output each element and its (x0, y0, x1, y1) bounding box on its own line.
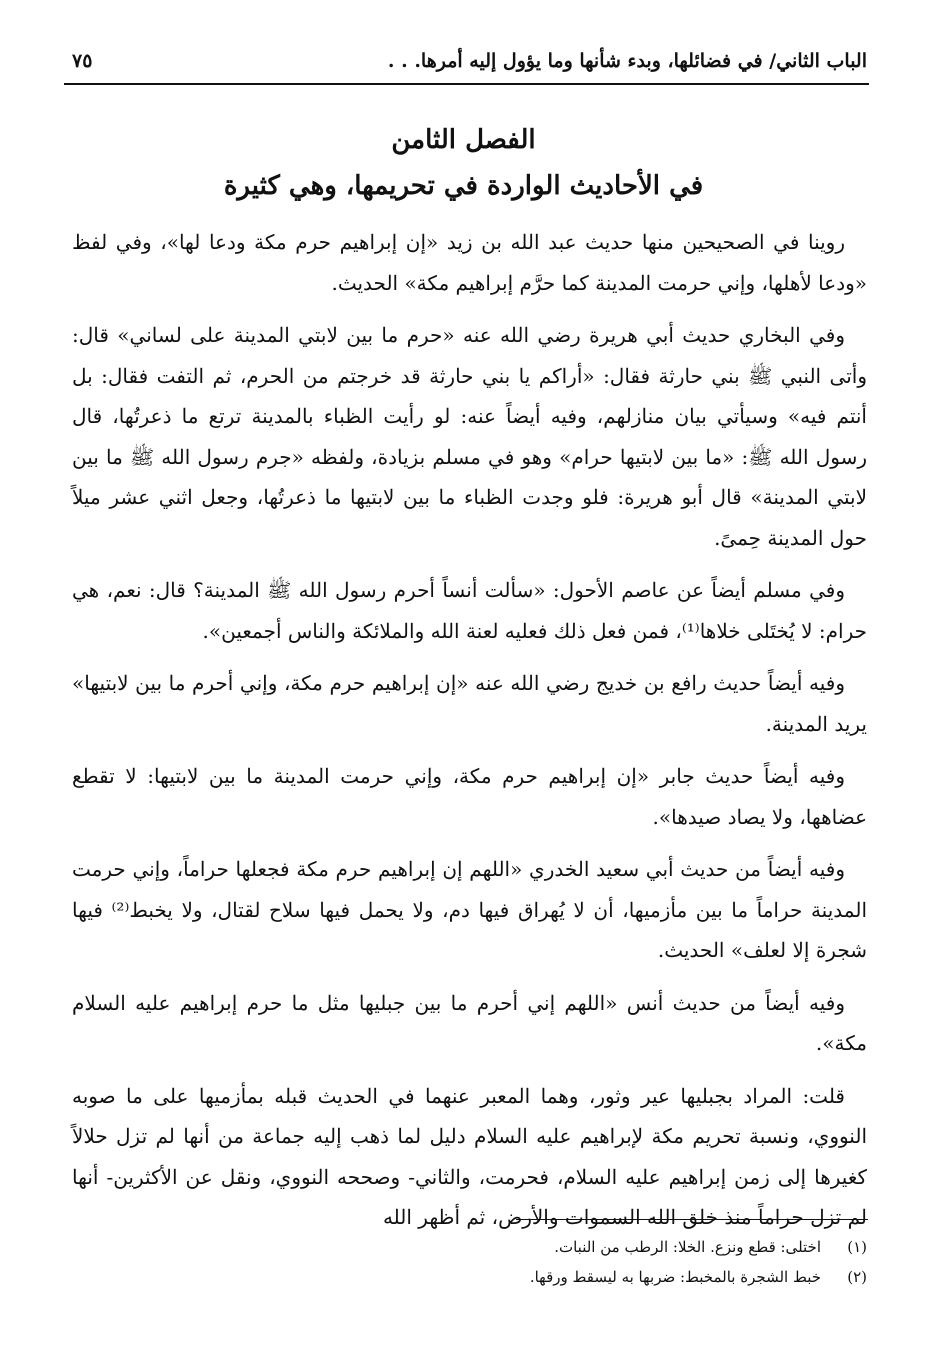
section-subtitle: في الأحاديث الواردة في تحريمها، وهي كثيرة (223, 171, 704, 201)
footnote-number: (١) (847, 1238, 867, 1256)
paragraph: وفيه أيضاً من حديث أبي سعيد الخدري «اللهم إن إبراهيم حرم مكة فجعلها حراماً، وإني حرمت المدينة حراماً ما بين مأزميها، أن لا يُهراق فيها دم، ولا يحمل فيها سلاح لقتال، ولا يخبط⁽²⁾ فيها شجرة إلا لعلف» الحديث. (72, 857, 867, 962)
footnote-number: (٢) (847, 1268, 867, 1286)
footnote (72, 1232, 867, 1262)
body-text (72, 222, 867, 1250)
header-rule (64, 83, 869, 85)
footnote-rule (516, 1219, 868, 1220)
paragraph: وفي مسلم أيضاً عن عاصم الأحول: «سألت أنساً أحرم رسول الله ﷺ المدينة؟ قال: نعم، هي حرام: لا يُختَلى خلاها⁽¹⁾، فمن فعل ذلك فعليه لعنة الله والملائكة والناس أجمعين». (72, 578, 867, 643)
footnotes (72, 1232, 867, 1292)
footnote (72, 1262, 867, 1292)
paragraph: وفيه أيضاً حديث رافع بن خديج رضي الله عنه «إن إبراهيم حرم مكة، وإني أحرم ما بين لابتيها» يريد المدينة. (72, 671, 867, 736)
section-title: الفصل الثامن (391, 125, 536, 155)
paragraph: قلت: المراد بجبليها عير وثور، وهما المعبر عنهما في الحديث قبله بمأزميها على ما صوبه النووي، ونسبة تحريم مكة لإبراهيم عليه السلام دليل لما ذهب إليه جماعة من أنها لم تزل حلالاً كغيرها إلى زمن إبراهيم عليه السلام، فحرمت، والثاني- وصححه النووي، ونقل عن الأكثرين- أنها لم تزل حراماً منذ خلق الله السموات والأرض، ثم أظهر الله (72, 1083, 867, 1229)
footnote-text: اختلى: قطع ونزع. الخلا: الرطب من النبات. (554, 1238, 821, 1256)
paragraph: وفي البخاري حديث أبي هريرة رضي الله عنه «حرم ما بين لابتي المدينة على لساني» قال: وأتى النبي ﷺ بني حارثة فقال: «أراكم يا بني حارثة قد خرجتم من الحرم، ثم التفت فقال: بل أنتم فيه» وسيأتي بيان منازلهم، وفيه أيضاً عنه: لو رأيت الظباء بالمدينة ترتع ما ذعرتُها، قال رسول الله ﷺ: «ما بين لابتيها حرام» وهو في مسلم بزيادة، ولفظه «جرم رسول الله ﷺ ما بين لابتي المدينة» قال أبو هريرة: فلو وجدت الظباء ما بين لابتيها ما ذعرتُها، وجعل اثني عشر ميلاً حول المدينة حِمىً. (72, 323, 868, 550)
paragraph: وفيه أيضاً حديث جابر «إن إبراهيم حرم مكة، وإني حرمت المدينة ما بين لابتيها: لا تقطع عضاهها، ولا يصاد صيدها». (72, 764, 867, 829)
paragraph: وفيه أيضاً من حديث أنس «اللهم إني أحرم ما بين جبليها مثل ما حرم إبراهيم عليه السلام مكة». (72, 990, 867, 1055)
paragraph: روينا في الصحيحين منها حديث عبد الله بن زيد «إن إبراهيم حرم مكة ودعا لها»، وفي لفظ «ودعا لأهلها، وإني حرمت المدينة كما حرَّم إبراهيم مكة» الحديث. (72, 230, 867, 295)
page-number: ٧٥ (72, 50, 93, 72)
running-header (72, 44, 867, 78)
running-title: الباب الثاني/ في فضائلها، وبدء شأنها وما يؤول إليه أمرها. . . (387, 50, 867, 72)
footnote-text: خبط الشجرة بالمخبط: ضربها به ليسقط ورقها. (529, 1268, 821, 1286)
